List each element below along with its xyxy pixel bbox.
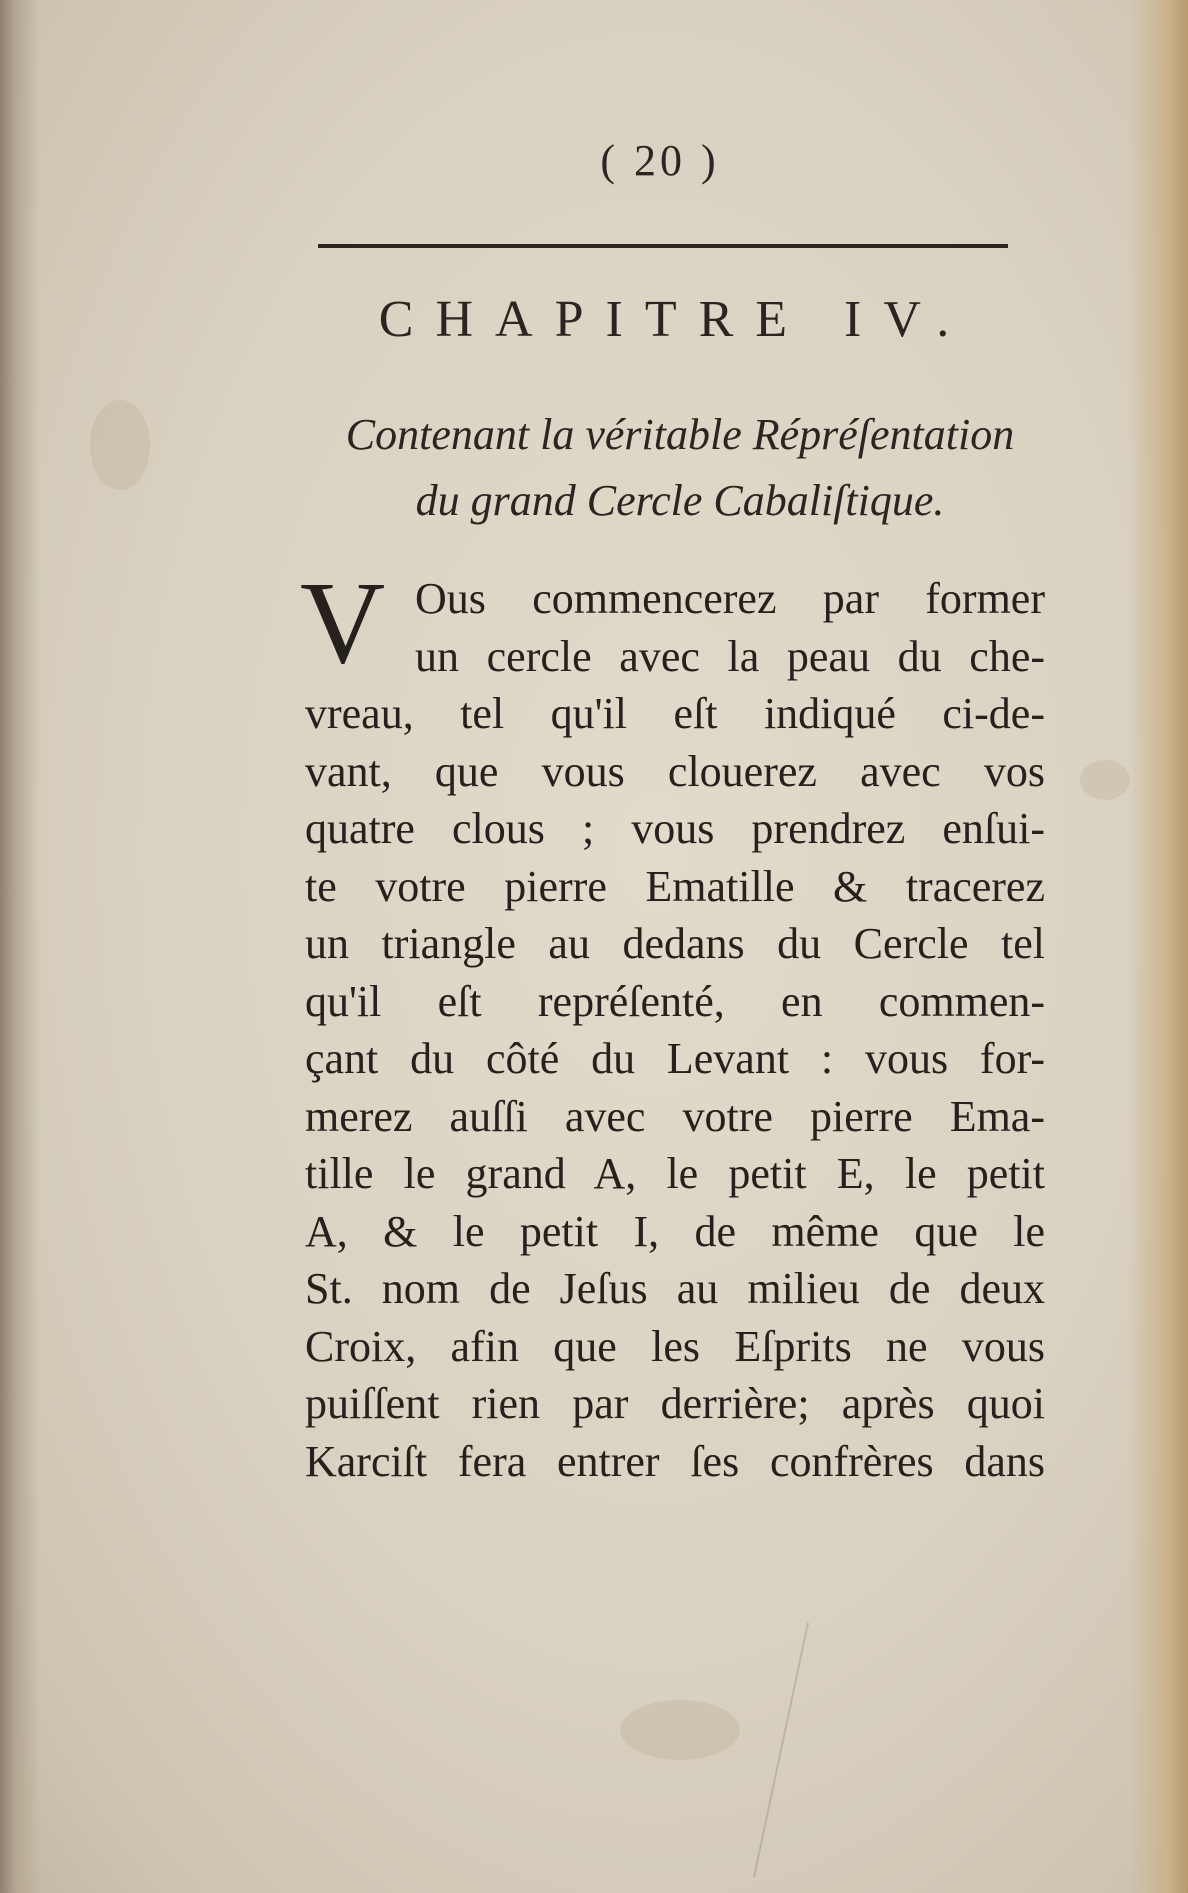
body-line: A, & le petit I, de même que le bbox=[305, 1206, 1045, 1256]
chapter-title: CHAPITRE IV. bbox=[378, 291, 972, 348]
body-line: St. nom de Jeſus au milieu de deux bbox=[305, 1264, 1045, 1313]
paper-crease bbox=[753, 1623, 809, 1878]
body-line: vreau, tel qu'il eſt indiqué ci-de- bbox=[305, 689, 1045, 738]
page-right-edge bbox=[1128, 0, 1188, 1893]
body-line: un triangle au dedans du Cercle tel bbox=[305, 919, 1045, 968]
foxing-stain bbox=[90, 400, 150, 490]
foxing-stain bbox=[1080, 760, 1130, 800]
body-line: qu'il eſt repréſenté, en commen- bbox=[305, 976, 1045, 1026]
body-line: puiſſent rien par derrière; après quoi bbox=[305, 1379, 1045, 1428]
foxing-stain bbox=[620, 1700, 740, 1760]
page-number-header: ( 20 ) bbox=[600, 136, 720, 185]
body-line: tille le grand A, le petit E, le petit bbox=[305, 1149, 1045, 1198]
subtitle-line: Contenant la véritable Répréſentation bbox=[345, 410, 1015, 459]
subtitle-line: du grand Cercle Cabaliſtique. bbox=[415, 476, 945, 525]
body-line: Ous commencerez par former bbox=[415, 574, 1045, 623]
body-line: un cercle avec la peau du che- bbox=[415, 631, 1045, 681]
body-line: merez auſſi avec votre pierre Ema- bbox=[305, 1091, 1045, 1141]
chapter-subtitle bbox=[300, 402, 1060, 534]
body-line: Croix, afin que les Eſprits ne vous bbox=[305, 1321, 1045, 1371]
body-paragraph bbox=[305, 570, 1045, 1490]
body-line: te votre pierre Ematille & tracerez bbox=[305, 861, 1045, 911]
body-line: vant, que vous clouerez avec vos bbox=[305, 746, 1045, 796]
body-line: quatre clous ; vous prendrez enſui- bbox=[305, 804, 1045, 853]
drop-cap: V bbox=[300, 557, 386, 688]
header-rule bbox=[318, 244, 1008, 248]
page-left-edge bbox=[0, 0, 40, 1893]
body-line: çant du côté du Levant : vous for- bbox=[305, 1034, 1045, 1083]
body-line: Karciſt fera entrer ſes confrères dans bbox=[305, 1436, 1045, 1486]
